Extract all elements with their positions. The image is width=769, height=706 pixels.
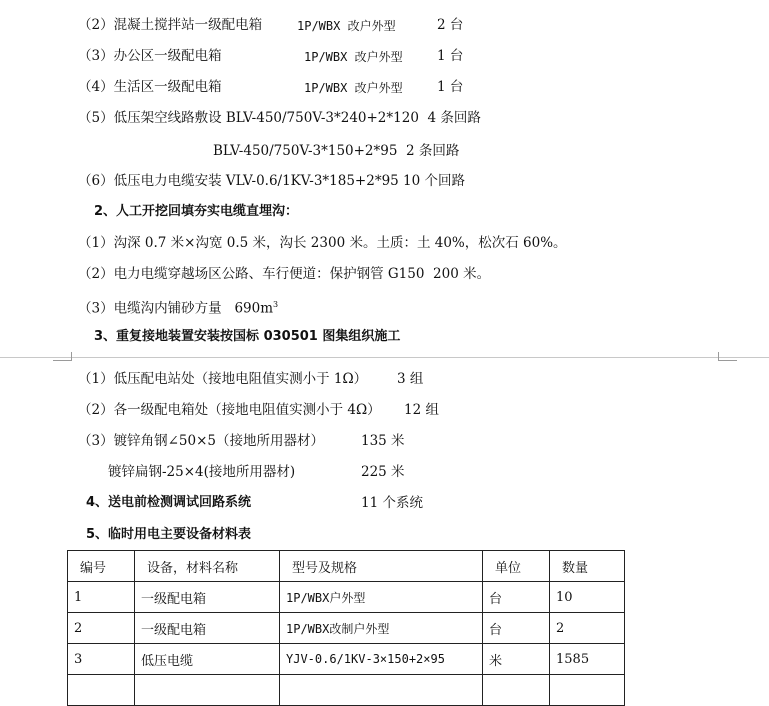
item-3-qty: 1 台: [437, 48, 464, 64]
header-spec: 型号及规格: [280, 551, 483, 582]
section-5-heading: 5、临时用电主要设备材料表: [86, 527, 252, 542]
item-2-qty: 2 台: [437, 17, 464, 33]
cell-qty: 10: [550, 582, 625, 613]
section-4-heading: 4、送电前检测调试回路系统: [86, 495, 252, 510]
page-corner-mark-left: [53, 352, 72, 361]
cell-unit: 台: [483, 613, 550, 644]
cubic-superscript: 3: [273, 300, 279, 309]
grounding-item-3b: 镀锌扁钢-25×4(接地所用器材): [108, 464, 296, 480]
grounding-item-3b-qty: 225 米: [361, 464, 405, 480]
trench-item-2: （2）电力电缆穿越场区公路、车行便道：保护钢管 G150 200 米。: [78, 266, 491, 282]
item-3-model: 1P/WBX 改户外型: [304, 50, 403, 64]
page-break-line: [0, 357, 769, 358]
item-4-living-box: （4）生活区一级配电箱: [78, 79, 222, 95]
item-5-overhead-lines: （5）低压架空线路敷设 BLV-450/750V-3*240+2*120 4 条回路: [78, 110, 481, 126]
header-name: 设备，材料名称: [135, 551, 280, 582]
item-3-office-box: （3）办公区一级配电箱: [78, 48, 222, 64]
grounding-item-2-qty: 12 组: [404, 402, 439, 418]
header-unit: 单位: [483, 551, 550, 582]
cell-spec: 1P/WBX户外型: [280, 582, 483, 613]
header-qty: 数量: [550, 551, 625, 582]
table-row: [68, 644, 625, 675]
item-4-qty: 1 台: [437, 79, 464, 95]
cell-empty: [68, 675, 135, 706]
trench-item-1: （1）沟深 0.7 米×沟宽 0.5 米，沟长 2300 米。土质：土 40%，松次石 60%。: [78, 235, 567, 251]
item-6-cable-install: （6）低压电力电缆安装 VLV-0.6/1KV-3*185+2*95 10 个回路: [78, 173, 466, 189]
cell-empty: [483, 675, 550, 706]
section-4-qty: 11 个系统: [361, 495, 423, 511]
grounding-item-2: （2）各一级配电箱处（接地电阻值实测小于 4Ω）: [78, 402, 381, 418]
cell-unit: 台: [483, 582, 550, 613]
cell-unit: 米: [483, 644, 550, 675]
item-2-model: 1P/WBX 改户外型: [297, 19, 396, 33]
table-row: [68, 582, 625, 613]
grounding-item-3: （3）镀锌角钢∠50×5（接地所用器材）: [78, 433, 324, 449]
grounding-item-1: （1）低压配电站处（接地电阻值实测小于 1Ω）: [78, 371, 368, 387]
table-header-row: [68, 551, 625, 582]
cell-spec: 1P/WBX改制户外型: [280, 613, 483, 644]
item-4-model: 1P/WBX 改户外型: [304, 81, 403, 95]
cell-empty: [135, 675, 280, 706]
cell-spec: YJV-0.6/1KV-3×150+2×95: [280, 644, 483, 675]
cell-name: 低压电缆: [135, 644, 280, 675]
materials-table: [67, 550, 625, 706]
grounding-item-1-qty: 3 组: [397, 371, 424, 387]
cell-qty: 2: [550, 613, 625, 644]
item-5-overhead-lines-cont: BLV-450/750V-3*150+2*95 2 条回路: [213, 143, 460, 159]
cell-empty: [280, 675, 483, 706]
cell-no: 2: [68, 613, 135, 644]
grounding-item-3-qty: 135 米: [361, 433, 405, 449]
cell-qty: 1585: [550, 644, 625, 675]
cell-no: 3: [68, 644, 135, 675]
cell-name: 一级配电箱: [135, 613, 280, 644]
trench-item-3: [78, 296, 278, 318]
item-2-mixing-station-box: （2）混凝土搅拌站一级配电箱: [78, 17, 263, 33]
table-row: [68, 613, 625, 644]
section-3-heading: 3、重复接地装置安装按国标 030501 图集组织施工: [94, 329, 401, 344]
table-row-partial: [68, 675, 625, 706]
cell-no: 1: [68, 582, 135, 613]
cell-name: 一级配电箱: [135, 582, 280, 613]
page-corner-mark-right: [718, 352, 737, 361]
clipped-previous-line: [0, 0, 769, 6]
trench-item-3-text: （3）电缆沟内铺砂方量 690m: [78, 300, 274, 317]
section-2-heading: 2、人工开挖回填夯实电缆直埋沟：: [94, 204, 299, 219]
cell-empty: [550, 675, 625, 706]
header-no: 编号: [68, 551, 135, 582]
